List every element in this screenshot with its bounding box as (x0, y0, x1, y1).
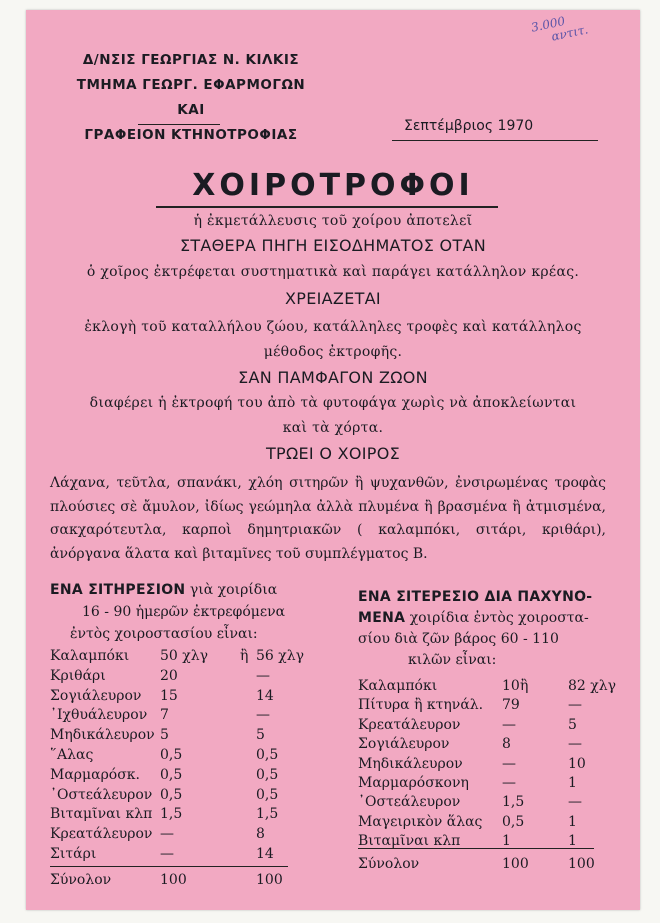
ration1-row-qty-a: 0,5 (160, 766, 183, 783)
ration1-total-row-item: Σύνολον (50, 872, 112, 888)
ration2-row-qty-a: 79 (502, 697, 520, 714)
ration2-row-qty-a: — (502, 716, 516, 733)
ration2-total-row-qty-a: 100 (502, 856, 529, 872)
ration1-row-qty-b: 1,5 (256, 806, 279, 823)
ration2-row-item: Βιταμῖναι κλπ (358, 833, 461, 850)
ration1-row-item: Μαρμαρόσκ. (50, 766, 140, 783)
ration1-row-item: Κριθάρι (50, 667, 106, 684)
ration-2-total-rule (358, 848, 594, 849)
ration-2-heading-1: ΕΝΑ ΣΙΤΕΡΕΣΙΟ ΔΙΑ ΠΑΧΥΝΟ- (358, 589, 593, 605)
ration1-row-qty-b: 5 (256, 727, 265, 744)
ration2-row-item: Μηδικάλευρον (358, 755, 463, 772)
ration1-row-item: Σιτάρι (50, 846, 97, 862)
ration-2-heading-2 (358, 610, 589, 626)
ration2-row-qty-a: 1 (502, 833, 511, 850)
ration1-row-qty-a: 0,5 (160, 786, 183, 803)
ration2-row-qty-b: 10 (568, 755, 586, 772)
issuer-line-2: ΤΜΗΜΑ ΓΕΩΡΓ. ΕΦΑΡΜΟΓΩΝ ΚΑΙ (76, 77, 306, 118)
ration2-row-item: Σογιάλευρον (358, 736, 450, 753)
ration1-row-qty-b: 0,5 (256, 766, 279, 783)
ration2-row-qty-a: 8 (502, 736, 511, 753)
ration2-total-row-qty-b: 100 (568, 856, 595, 872)
issuer-header (66, 48, 316, 148)
ration2-row-qty-a: 10 (502, 678, 520, 694)
ration2-row-qty-b: 1 (568, 775, 577, 791)
heading-pig-eats: ΤΡΩΕΙ Ο ΧΟΙΡΟΣ (265, 444, 401, 463)
ration1-row-qty-b: — (256, 707, 270, 724)
ration1-row-qty-a: 50 χλγ (160, 648, 208, 664)
page-title: ΧΟΙΡΟΤΡΟΦΟΙ (192, 168, 474, 203)
ration-1-total-rule (50, 866, 288, 867)
ration1-row-qty-b: 0,5 (256, 786, 279, 803)
ration-2-heading-rest: χοιρίδια ἐντὸς χοιροστα- (405, 610, 589, 626)
ration-1-heading-bold: ΕΝΑ ΣΙΤΗΡΕΣΙΟΝ (50, 582, 186, 598)
header-underline (138, 124, 220, 125)
ration-1-heading-3: ἐντὸς χοιροστασίου εἶναι: (70, 626, 258, 642)
heading-needed: ΧΡΕΙΑΖΕΤΑΙ (285, 289, 381, 308)
ration1-row-qty-b: — (256, 667, 270, 684)
ration1-row-qty-a: 15 (160, 687, 178, 704)
ration2-row-item: Καλαμπόκι (358, 678, 438, 694)
ration1-row-item: ᾿Οστεάλευρον (50, 786, 153, 803)
ration1-row-qty-b: 0,5 (256, 747, 279, 763)
issue-date: Σεπτέμβριος 1970 (404, 118, 534, 134)
ration1-row-qty-a: — (160, 846, 174, 862)
ration2-row-qty-b: — (568, 794, 582, 811)
ration1-row-qty-b: 56 χλγ (256, 648, 304, 664)
ration-1-heading-2: 16 - 90 ἡμερῶν ἐκτρεφόμενα (82, 604, 286, 620)
ration2-row-item: ᾿Οστεάλευρον (358, 794, 461, 811)
ration2-row-qty-a: 0,5 (502, 813, 525, 830)
ration1-total-row-qty-a: 100 (160, 872, 187, 888)
ration1-row-qty-b: 14 (256, 687, 274, 704)
ration1-row-or: ἢ (240, 648, 249, 664)
ration2-row-item: Πίτυρα ἢ κτηνάλ. (358, 697, 484, 714)
ration2-row-qty-a: 1,5 (502, 794, 525, 811)
heading-omnivore: ΣΑΝ ΠΑΜΦΑΓΟΝ ΖΩΟΝ (238, 368, 428, 387)
ration-2-heading-bold: ΜΕΝΑ (358, 610, 406, 626)
ration1-row-qty-a: 7 (160, 707, 169, 724)
ration2-row-qty-b: 5 (568, 716, 577, 733)
handwritten-line-1: 3.000 (529, 13, 567, 35)
body-line-6: καὶ τὰ χόρτα. (282, 420, 384, 436)
body-line-2: ὁ χοῖρος ἐκτρέφεται συστηματικὰ καὶ παράγει κατάλληλον κρέας. (86, 264, 580, 280)
ration-2-heading-4: κιλῶν εἶναι: (408, 652, 497, 668)
ration1-row-qty-a: 5 (160, 727, 169, 744)
ration2-row-item: Κρεατάλευρον (358, 716, 461, 733)
ration-2-heading-3: σίου διὰ ζῶν βάρος 60 - 110 (358, 631, 559, 647)
handwritten-line-2: αντιτ. (550, 22, 590, 44)
ration2-row-qty-b: 82 χλγ (568, 678, 616, 694)
ration2-row-qty-b: — (568, 736, 582, 753)
ration2-total-row-item: Σύνολον (358, 856, 420, 872)
ration2-row-qty-a: — (502, 755, 516, 772)
ration1-row-item: Βιταμῖναι κλπ (50, 806, 153, 823)
date-underline (392, 140, 598, 141)
ration1-row-item: Καλαμπόκι (50, 648, 130, 664)
ration1-row-item: Μηδικάλευρον (50, 727, 155, 744)
ration1-row-qty-b: 14 (256, 846, 274, 862)
body-line-4: μέθοδος ἐκτροφῆς. (263, 344, 403, 360)
ration2-row-qty-a: — (502, 775, 516, 791)
title-underline (156, 206, 498, 208)
body-line-5: διαφέρει ἡ ἐκτροφή του ἀπὸ τὰ φυτοφάγα χωρὶς νὰ ἀποκλείωνται (89, 395, 577, 411)
issuer-line-3: ΓΡΑΦΕΙΟΝ ΚΤΗΝΟΤΡΟΦΙΑΣ (84, 127, 298, 143)
ration1-row-qty-b: 8 (256, 826, 265, 843)
ration2-row-item: Μαρμαρόσκονη (358, 775, 469, 791)
ration1-row-qty-a: 0,5 (160, 747, 183, 763)
ration1-row-item: ῞Αλας (50, 747, 94, 763)
ration2-row-qty-b: 1 (568, 813, 577, 830)
issuer-line-1: Δ/ΝΣΙΣ ΓΕΩΡΓΙΑΣ Ν. ΚΙΛΚΙΣ (82, 52, 300, 68)
handwritten-note (530, 11, 589, 48)
body-line-3: ἐκλογὴ τοῦ καταλλήλου ζώου, κατάλληλες τροφὲς καὶ κατάλληλος (84, 319, 582, 335)
ration2-row-item: Μαγειρικὸν ἅλας (358, 813, 483, 830)
leaflet-page (26, 10, 640, 910)
ration1-row-item: Σογιάλευρον (50, 687, 142, 704)
heading-stable-income: ΣΤΑΘΕΡΑ ΠΗΓΗ ΕΙΣΟΔΗΜΑΤΟΣ ΟΤΑΝ (179, 236, 487, 255)
ration1-total-row-qty-b: 100 (256, 872, 283, 888)
ration2-row-qty-b: — (568, 697, 582, 714)
ration-1-heading-rest: γιὰ χοιρίδια (185, 582, 278, 598)
feed-paragraph: Λάχανα, τεῦτλα, σπανάκι, χλόη σιτηρῶν ἢ ψυχανθῶν, ἐνσιρωμένας τροφὰς πλούσιες σὲ ἄμυλον, ἰδίως γεώμηλα ἀλλὰ πλυμένα ἢ βρασμένα ἢ ἀτμισμένα, σακχαρότευτλα, καρποὶ δημητριακῶν ( καλαμπόκι, σιτάρι, κριθάρι), ἀνόργανα ἅλατα καὶ βιταμῖνες τοῦ συμπλέγματος Β. (50, 475, 606, 562)
ration2-row-or: ἢ (520, 678, 529, 694)
body-line-1: ἡ ἐκμετάλλευσις τοῦ χοίρου ἀποτελεῖ (193, 213, 473, 229)
ration1-row-qty-a: 1,5 (160, 806, 183, 823)
ration1-row-item: ᾿Ιχθυάλευρον (50, 707, 148, 724)
ration1-row-qty-a: — (160, 826, 174, 843)
ration1-row-qty-a: 20 (160, 667, 178, 684)
ration1-row-item: Κρεατάλευρον (50, 826, 153, 843)
ration2-row-qty-b: 1 (568, 833, 577, 850)
ration-1-heading-1 (50, 582, 277, 598)
